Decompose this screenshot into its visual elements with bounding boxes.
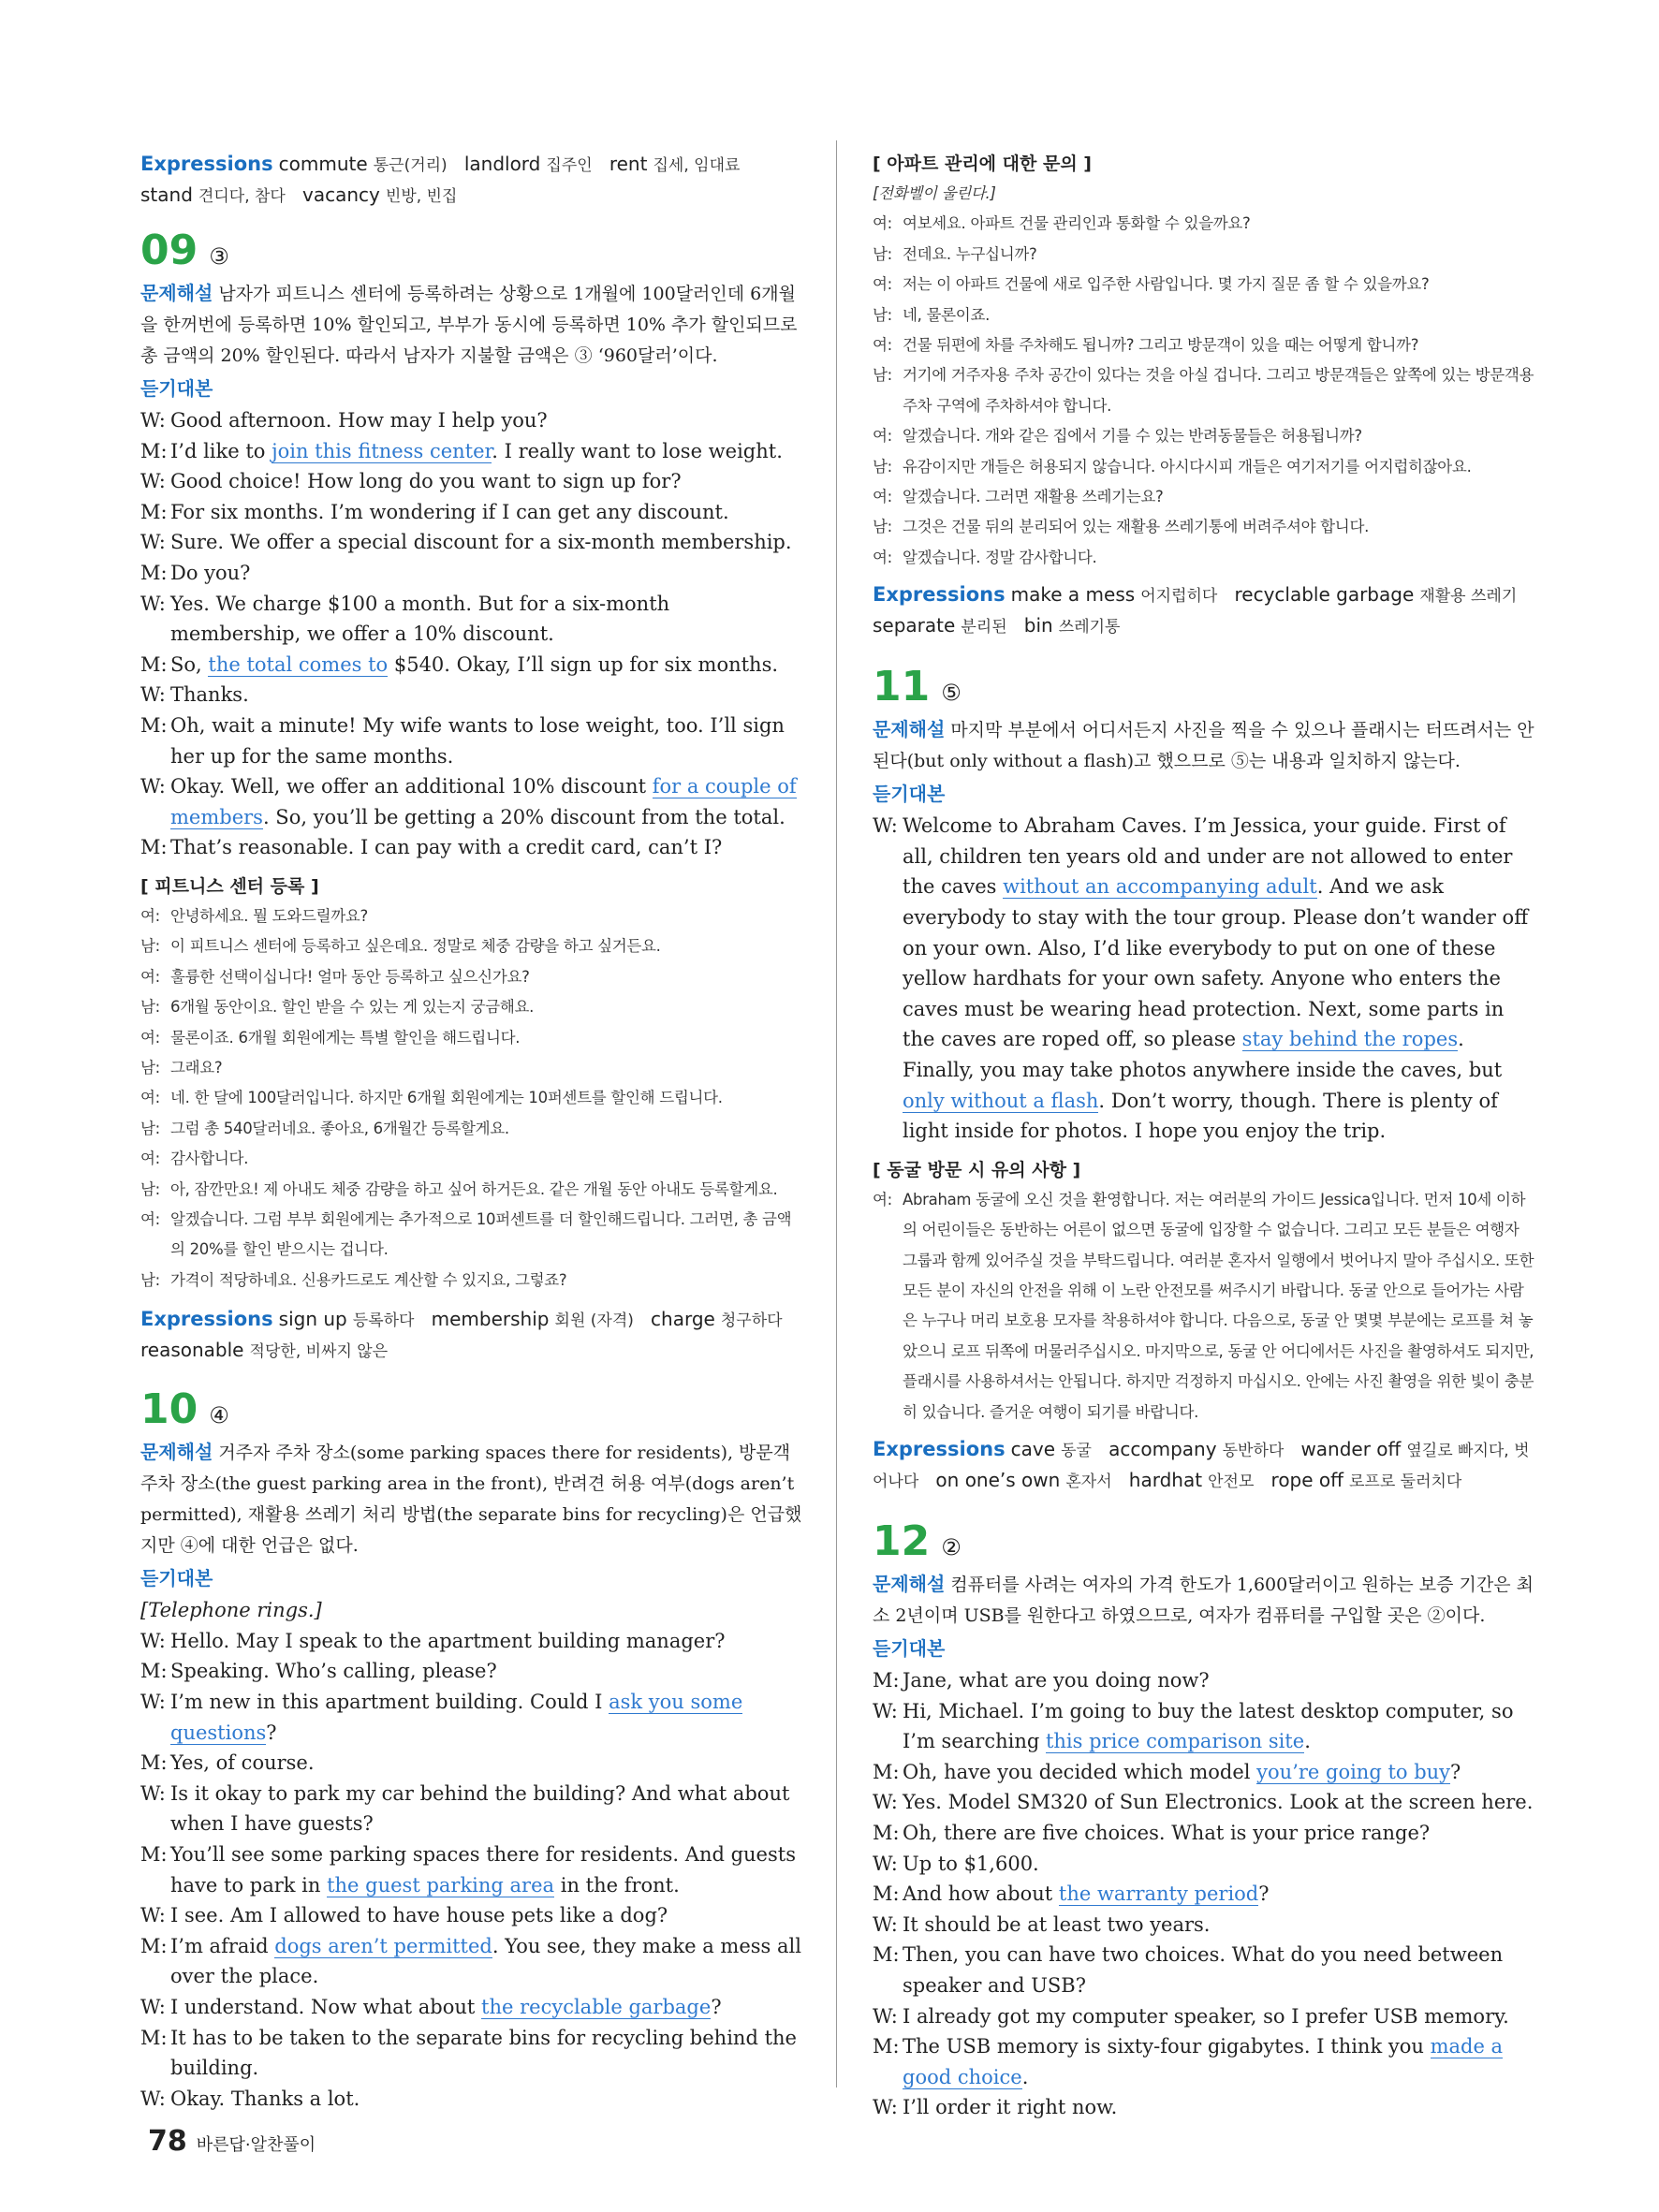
ko-line [873, 512, 1537, 542]
speaker-label: W: [140, 775, 166, 798]
expression-meaning: 회원 (자격) [554, 1311, 634, 1331]
script-line [873, 1696, 1537, 1757]
ko-text: 알겠습니다. 정말 감사합니다. [903, 548, 1097, 566]
line-text: I’m new in this apartment building. Could I [170, 1690, 609, 1713]
speaker-label: M: [140, 836, 168, 859]
speaker-label: M: [873, 1822, 900, 1845]
script-line [140, 1931, 805, 1992]
ko-title-11: [ 동굴 방문 시 유의 사항 ] [873, 1159, 1081, 1180]
question-number: 12 [873, 1517, 931, 1566]
line-text: . Don’t worry, though. There is plenty of light inside for photos. I hope you enjoy the trip. [903, 1089, 1498, 1143]
ko-title-09: [ 피트니스 센터 등록 ] [140, 875, 319, 897]
expression-term: rent [609, 153, 648, 175]
ko-text: 네. 한 달에 100달러입니다. 하지만 6개월 회원에게는 10퍼센트를 할인해 드립니다. [170, 1089, 723, 1107]
speaker-label: 여: [140, 1089, 160, 1107]
line-text: For six months. I’m wondering if I can get any discount. [170, 500, 729, 523]
script-line [873, 2031, 1537, 2092]
line-text: Do you? [170, 561, 251, 584]
line-text: . You see, they make a mess all over the place. [170, 1934, 801, 1988]
ko-line [873, 240, 1537, 270]
expressions-label: Expressions [873, 583, 1006, 607]
script-line [140, 466, 805, 497]
key-phrase: without an accompanying adult [1003, 875, 1317, 899]
speaker-label: W: [873, 1791, 898, 1814]
question-12-header [873, 1517, 1537, 1565]
ko-text: Abraham 동굴에 오신 것을 환영합니다. 저는 여러분의 가이드 Jessica입니다. 먼저 10세 이하의 어린이들은 동반하는 어른이 없으면 동굴에 입장할 수 없습니다. 그리고 모든 분들은 여행자 그룹과 함께 있어주실 것을 부탁드립니다. 여러분 혼자서 일행에서 벗어나지 말아 주십시오. 또한 모든 분이 자신의 안전을 위해 이 노란 안전모를 써주시기 바랍니다. 동굴 안으로 들어가는 사람은 누구나 머리 보호용 모자를 착용하셔야 합니다. 다음으로, 동굴 안 몇몇 부분에는 로프를 쳐 놓았으니 로프 뒤쪽에 머물러주십시오. 마지막으로, 동굴 안 어디에서든 사진을 촬영하셔도 되지만, 플래시를 사용하셔서는 안됩니다. 하지만 걱정하지 마십시오. 안에는 사진 촬영을 위한 빛이 충분히 있습니다. 즐거운 여행이 되기를 바랍니다. [903, 1190, 1534, 1421]
speaker-label: M: [873, 1943, 900, 1967]
speaker-label: M: [873, 2035, 900, 2058]
line-text: Is it okay to park my car behind the building? And what about when I have guests? [170, 1781, 790, 1836]
expression-meaning: 옆길로 빠지다, 벗어나다 [873, 1442, 1530, 1492]
ko-text: 아, 잠깐만요! 제 아내도 체중 감량을 하고 싶어 하거든요. 같은 개월 동안 아내도 등록할게요. [170, 1179, 778, 1198]
question-10-header [140, 1385, 805, 1433]
line-text: . And we ask everybody to stay with the tour group. Please don’t wander off on your own. Also, I’d like everybody to put on one of these yellow hardhats for your own safety. Anyone who enters the caves must be wearing head protection. Next, some parts in the caves are roped off, so please [903, 875, 1529, 1051]
ko-line [873, 1185, 1537, 1428]
line-text: Hi, Michael. I’m going to buy the latest desktop computer, so I’m searching [903, 1699, 1514, 1753]
line-text: Thanks. [170, 683, 249, 707]
script-line [873, 1910, 1537, 1941]
speaker-label: 여: [873, 548, 892, 566]
script-line [140, 1748, 805, 1779]
ko-text: 건물 뒤편에 차를 주차해도 됩니까? 그리고 방문객이 있을 때는 어떻게 합니까? [903, 336, 1419, 355]
speaker-label: W: [873, 2096, 898, 2119]
script-line [873, 1757, 1537, 1788]
speaker-label: W: [140, 683, 166, 707]
ko-text: 감사합니다. [170, 1150, 249, 1168]
line-text: The USB memory is sixty-four gigabytes. I think you [903, 2035, 1431, 2058]
expression-meaning: 동굴 [1061, 1442, 1092, 1461]
ko-text: 거기에 거주자용 주차 공간이 있다는 것을 아실 겁니다. 그리고 방문객들은 앞쪽에 있는 방문객용 주차 구역에 주차하셔야 합니다. [903, 366, 1534, 415]
answer-mark: ② [941, 1534, 962, 1561]
script-line [140, 680, 805, 710]
expression-meaning: 집세, 임대료 [653, 156, 741, 175]
line-text: I already got my computer speaker, so I prefer USB memory. [903, 2004, 1509, 2028]
script-line [140, 436, 805, 467]
question-11-header [873, 663, 1537, 710]
line-text: I see. Am I allowed to have house pets like a dog? [170, 1904, 668, 1927]
line-text: It should be at least two years. [903, 1912, 1211, 1936]
ko-translation-10 [873, 209, 1537, 573]
speaker-label: M: [140, 713, 168, 737]
script-line [873, 1879, 1537, 1910]
expressions-09 [140, 1305, 805, 1367]
script-line [873, 1787, 1537, 1818]
speaker-label: W: [873, 814, 898, 838]
line-text: Okay. Thanks a lot. [170, 2087, 360, 2110]
speaker-label: 여: [140, 1028, 160, 1047]
stage-direction: [Telephone rings.] [140, 1599, 322, 1622]
expression-term: rope off [1270, 1469, 1343, 1492]
expressions-top [140, 150, 805, 212]
expression-meaning: 안전모 [1208, 1472, 1255, 1492]
expressions-10 [873, 580, 1537, 642]
key-phrase: dogs aren’t permitted [274, 1934, 492, 1957]
expressions-label: Expressions [873, 1438, 1006, 1461]
speaker-label: 여: [873, 1190, 892, 1209]
ko-text: 물론이죠. 6개월 회원에게는 특별 할인을 해드립니다. [170, 1028, 521, 1047]
key-phrase: you’re going to buy [1256, 1760, 1451, 1783]
line-text: Okay. Well, we offer an additional 10% discount [170, 775, 653, 798]
expression-term: on one’s own [935, 1469, 1061, 1492]
expression-term: wander off [1300, 1438, 1402, 1461]
script-line [140, 1656, 805, 1687]
line-text: ? [711, 1995, 722, 2018]
speaker-label: 남: [140, 1119, 160, 1137]
ko-text: 가격이 적당하네요. 신용카드로도 계산할 수 있지요, 그렇죠? [170, 1270, 567, 1289]
expressions-label: Expressions [140, 153, 273, 175]
speaker-label: M: [140, 1751, 168, 1775]
expressions-11 [873, 1435, 1537, 1497]
expression-meaning: 견디다, 참다 [198, 187, 286, 206]
line-text: Yes. We charge $100 a month. But for a six-month membership, we offer a 10% discount. [170, 592, 670, 646]
line-text: I’m afraid [170, 1934, 275, 1957]
explanation-12: 문제해설 컴퓨터를 사려는 여자의 가격 한도가 1,600달러이고 원하는 보증 기간은 최소 2년이며 USB를 원한다고 하였으므로, 여자가 컴퓨터를 구입할 곳은 ②이다. [873, 1573, 1534, 1627]
speaker-label: 남: [873, 244, 892, 263]
key-phrase: ask you some questions [170, 1690, 743, 1744]
script-line [873, 1940, 1537, 2000]
script-line [873, 811, 1537, 1147]
ko-text: 네, 물론이죠. [903, 305, 991, 324]
script-line [873, 1849, 1537, 1880]
key-phrase: made a good choice [903, 2035, 1504, 2088]
expression-meaning: 분리된 [961, 618, 1007, 637]
expression-meaning: 집주인 [546, 156, 593, 175]
speaker-label: W: [140, 531, 166, 554]
script-line [873, 2001, 1537, 2032]
key-phrase: for a couple of members [170, 775, 797, 828]
speaker-label: W: [140, 470, 166, 493]
line-text: Yes, of course. [170, 1751, 315, 1775]
speaker-label: 여: [873, 275, 892, 294]
line-text: Welcome to Abraham Caves. I’m Jessica, your guide. First of all, children ten years old and under are not allowed to enter the caves [903, 814, 1513, 899]
line-text: . [1304, 1730, 1311, 1753]
line-text: Speaking. Who’s calling, please? [170, 1660, 497, 1683]
key-phrase: the warranty period [1058, 1882, 1259, 1906]
ko-text: 유감이지만 개들은 허용되지 않습니다. 아시다시피 개들은 여기저기를 어지럽히잖아요. [903, 457, 1472, 476]
expression-term: charge [651, 1308, 715, 1331]
script-line [140, 1839, 805, 1900]
script-line [140, 1779, 805, 1839]
expression-meaning: 로프로 둘러치다 [1348, 1472, 1462, 1492]
script-line [140, 650, 805, 681]
line-text: Up to $1,600. [903, 1852, 1039, 1875]
line-text: And how about [903, 1882, 1059, 1906]
script-line [873, 2092, 1537, 2123]
speaker-label: M: [140, 1934, 168, 1957]
left-column [140, 150, 805, 2114]
page-footer [148, 2125, 316, 2158]
line-text: Oh, there are five choices. What is your price range? [903, 1822, 1431, 1845]
script-line [873, 1665, 1537, 1696]
script-line [140, 1992, 805, 2023]
expression-term: make a mess [1010, 583, 1136, 607]
ko-line [140, 962, 805, 992]
ko-line [873, 209, 1537, 239]
script-line [140, 405, 805, 436]
speaker-label: M: [140, 1660, 168, 1683]
expression-meaning: 통근(거리) [373, 156, 448, 175]
ko-text: 훌륭한 선택이십니다! 얼마 동안 등록하고 싶으신가요? [170, 967, 530, 986]
speaker-label: 여: [140, 1209, 160, 1228]
speaker-label: M: [140, 561, 168, 584]
line-text: . So, you’ll be getting a 20% discount from the total. [262, 805, 785, 828]
script-11 [873, 811, 1537, 1147]
speaker-label: W: [873, 1699, 898, 1722]
line-text: Oh, have you decided which model [903, 1760, 1257, 1783]
expression-term: recyclable garbage [1234, 583, 1415, 607]
line-text: ? [1258, 1882, 1270, 1906]
script-10 [140, 1626, 805, 2115]
speaker-label: W: [140, 1690, 166, 1713]
ko-text: 저는 이 아파트 건물에 새로 입주한 사람입니다. 몇 가지 질문 좀 할 수 있을까요? [903, 275, 1430, 294]
speaker-label: M: [873, 1669, 900, 1692]
speaker-label: 여: [873, 214, 892, 233]
line-text: Yes. Model SM320 of Sun Electronics. Look at the screen here. [903, 1791, 1534, 1814]
ko-text: 그래요? [170, 1058, 223, 1077]
script-line [140, 1900, 805, 1931]
speaker-label: 남: [140, 937, 160, 956]
ko-stage-direction: [전화벨이 울린다.] [873, 184, 996, 202]
ko-line [140, 1114, 805, 1144]
ko-text: 이 피트니스 센터에 등록하고 싶은데요. 정말로 체중 감량을 하고 싶거든요. [170, 937, 661, 956]
answer-mark: ③ [209, 243, 229, 270]
script-label-12: 듣기대본 [873, 1637, 946, 1661]
question-number: 09 [140, 227, 198, 274]
speaker-label: 남: [873, 366, 892, 385]
line-text: . Finally, you may take photos anywhere inside the caves, but [903, 1028, 1503, 1082]
ko-translation-09 [140, 901, 805, 1296]
question-09-header [140, 227, 805, 274]
expression-meaning: 등록하다 [352, 1311, 415, 1331]
speaker-label: W: [140, 1629, 166, 1652]
script-line [140, 771, 805, 832]
speaker-label: 여: [873, 488, 892, 506]
ko-line [140, 1175, 805, 1205]
key-phrase: this price comparison site [1045, 1730, 1305, 1753]
speaker-label: 남: [873, 305, 892, 324]
speaker-label: 여: [140, 906, 160, 925]
ko-line [140, 992, 805, 1022]
speaker-label: 남: [140, 1270, 160, 1289]
speaker-label: M: [140, 652, 168, 676]
expression-term: accompany [1108, 1438, 1217, 1461]
ko-line [140, 1144, 805, 1174]
line-text: Oh, wait a minute! My wife wants to lose weight, too. I’ll sign her up for the same months. [170, 713, 785, 768]
script-line [873, 1818, 1537, 1849]
ko-line [140, 1053, 805, 1083]
expression-term: commute [278, 153, 368, 175]
ko-text: 알겠습니다. 그럼 부부 회원에게는 추가적으로 10퍼센트를 더 할인해드립니다. 그러면, 총 금액의 20%를 할인 받으시는 겁니다. [170, 1209, 792, 1259]
ko-line [873, 543, 1537, 573]
line-text: Good choice! How long do you want to sign up for? [170, 470, 682, 493]
key-phrase: join this fitness center [272, 439, 492, 462]
speaker-label: W: [873, 1852, 898, 1875]
speaker-label: W: [140, 409, 166, 432]
ko-line [873, 452, 1537, 482]
speaker-label: 남: [873, 457, 892, 476]
line-text: I understand. Now what about [170, 1995, 482, 2018]
ko-line [873, 482, 1537, 512]
script-line [140, 2023, 805, 2084]
script-label-10: 듣기대본 [140, 1567, 213, 1590]
ko-text: 전데요. 누구십니까? [903, 244, 1037, 263]
script-line [140, 832, 805, 863]
line-text: $540. Okay, I’ll sign up for six months. [388, 652, 779, 676]
speaker-label: M: [140, 439, 168, 462]
expression-term: cave [1010, 1438, 1056, 1461]
speaker-label: M: [140, 1842, 168, 1866]
expression-meaning: 동반하다 [1222, 1442, 1285, 1461]
script-line [140, 1687, 805, 1748]
ko-text: 그럼 총 540달러네요. 좋아요, 6개월간 등록할게요. [170, 1119, 509, 1137]
ko-line [140, 901, 805, 931]
column-divider [836, 140, 837, 2087]
question-number: 10 [140, 1385, 198, 1434]
key-phrase: the guest parking area [327, 1873, 555, 1897]
speaker-label: 여: [140, 967, 160, 986]
line-text: So, [170, 652, 209, 676]
speaker-label: W: [140, 1995, 166, 2018]
ko-text: 6개월 동안이요. 할인 받을 수 있는 게 있는지 궁금해요. [170, 998, 535, 1017]
speaker-label: 여: [873, 336, 892, 355]
key-phrase: stay behind the ropes [1241, 1028, 1459, 1051]
script-line [140, 558, 805, 589]
expression-term: landlord [463, 153, 541, 175]
speaker-label: W: [140, 1781, 166, 1805]
script-line [140, 527, 805, 558]
answer-mark: ⑤ [941, 680, 962, 707]
line-text: You’ll see some parking spaces there for residents. And guests have to park in [170, 1842, 796, 1897]
line-text: in the front. [554, 1873, 680, 1897]
ko-line [873, 300, 1537, 330]
speaker-label: W: [140, 592, 166, 615]
line-text: Hello. May I speak to the apartment building manager? [170, 1629, 726, 1652]
explanation-11: 문제해설 마지막 부분에서 어디서든지 사진을 찍을 수 있으나 플래시는 터뜨려서는 안 된다(but only without a flash)고 했으므로 ⑤는 내용과 일치하지 않는다. [873, 718, 1534, 772]
line-text: Good afternoon. How may I help you? [170, 409, 548, 432]
ko-line [140, 1023, 805, 1053]
expression-meaning: 어지럽히다 [1140, 587, 1218, 607]
ko-line [140, 931, 805, 961]
speaker-label: 남: [140, 998, 160, 1017]
expression-meaning: 청구하다 [720, 1311, 783, 1331]
ko-line [140, 1083, 805, 1113]
explanation-10: 문제해설 거주자 주차 장소(some parking spaces there for residents), 방문객 주차 장소(the guest parking area in the front), 반려견 허용 여부(dogs aren’t permitted), 재활용 쓰레기 처리 방법(the separate bins for recycling)은 언급했지만 ④에 대한 언급은 없다. [140, 1441, 802, 1557]
script-line [140, 589, 805, 650]
speaker-label: W: [140, 2087, 166, 2110]
key-phrase: only without a flash [903, 1089, 1099, 1112]
question-number: 11 [873, 663, 931, 711]
speaker-label: M: [140, 500, 168, 523]
key-phrase: the total comes to [208, 652, 389, 676]
line-text: . [1021, 2065, 1029, 2088]
ko-line [873, 421, 1537, 451]
expression-term: membership [431, 1308, 550, 1331]
speaker-label: 남: [140, 1179, 160, 1198]
expression-term: reasonable [140, 1339, 244, 1362]
ko-line [873, 360, 1537, 421]
line-text: ? [266, 1721, 277, 1744]
expression-term: bin [1023, 614, 1053, 637]
speaker-label: W: [873, 2004, 898, 2028]
script-12 [873, 1665, 1537, 2123]
right-column [873, 150, 1537, 2123]
ko-text: 알겠습니다. 개와 같은 집에서 기를 수 있는 반려동물들은 허용됩니까? [903, 427, 1362, 446]
line-text: That’s reasonable. I can pay with a credit card, can’t I? [170, 836, 723, 859]
expression-meaning: 빈방, 빈집 [385, 187, 458, 206]
speaker-label: M: [873, 1882, 900, 1906]
script-line [140, 710, 805, 771]
answer-mark: ④ [209, 1402, 229, 1429]
line-text: I’d like to [170, 439, 272, 462]
expression-meaning: 적당한, 비싸지 않은 [249, 1342, 389, 1362]
ko-text: 여보세요. 아파트 건물 관리인과 통화할 수 있을까요? [903, 214, 1251, 233]
speaker-label: 여: [873, 427, 892, 446]
expression-term: hardhat [1128, 1469, 1203, 1492]
speaker-label: 남: [873, 518, 892, 536]
expression-term: separate [873, 614, 956, 637]
book-title: 바른답·알찬풀이 [196, 2135, 316, 2155]
expression-meaning: 쓰레기통 [1058, 618, 1121, 637]
expression-term: vacancy [302, 183, 380, 206]
expression-meaning: 재활용 쓰레기 [1419, 587, 1518, 607]
ko-line [873, 270, 1537, 300]
ko-text: 안녕하세요. 뭘 도와드릴까요? [170, 906, 368, 925]
speaker-label: W: [873, 1912, 898, 1936]
ko-translation-11 [873, 1185, 1537, 1428]
speaker-label: M: [140, 2026, 168, 2049]
expression-meaning: 혼자서 [1065, 1472, 1112, 1492]
script-line [140, 1626, 805, 1657]
line-text: Sure. We offer a special discount for a six-month membership. [170, 531, 792, 554]
line-text: ? [1450, 1760, 1461, 1783]
key-phrase: the recyclable garbage [481, 1995, 712, 2018]
explanation-09: 문제해설 남자가 피트니스 센터에 등록하려는 상황으로 1개월에 100달러인데 6개월을 한꺼번에 등록하면 10% 할인되고, 부부가 동시에 등록하면 10% 추가 할인되므로 총 금액의 20% 할인된다. 따라서 남자가 지불할 금액은 ③ ‘960달러’이다. [140, 282, 798, 366]
expressions-label: Expressions [140, 1308, 273, 1331]
ko-text: 그것은 건물 뒤의 분리되어 있는 재활용 쓰레기통에 버려주셔야 합니다. [903, 518, 1370, 536]
line-text: I’ll order it right now. [903, 2096, 1118, 2119]
line-text: It has to be taken to the separate bins for recycling behind the building. [170, 2026, 797, 2080]
ko-title-10: [ 아파트 관리에 대한 문의 ] [873, 154, 1092, 174]
line-text: . I really want to lose weight. [492, 439, 783, 462]
line-text: Jane, what are you doing now? [903, 1669, 1210, 1692]
ko-text: 알겠습니다. 그러면 재활용 쓰레기는요? [903, 488, 1164, 506]
speaker-label: 여: [140, 1150, 160, 1168]
script-label-09: 듣기대본 [140, 377, 213, 400]
ko-line [140, 1266, 805, 1296]
ko-line [140, 1205, 805, 1266]
script-line [140, 2084, 805, 2115]
ko-line [873, 330, 1537, 360]
speaker-label: 남: [140, 1058, 160, 1077]
line-text: Then, you can have two choices. What do you need between speaker and USB? [903, 1943, 1504, 1997]
speaker-label: M: [873, 1760, 900, 1783]
script-09 [140, 405, 805, 863]
expression-term: sign up [278, 1308, 347, 1331]
expression-term: stand [140, 183, 193, 206]
page-number: 78 [148, 2125, 187, 2158]
script-label-11: 듣기대본 [873, 783, 946, 806]
script-line [140, 497, 805, 528]
speaker-label: W: [140, 1904, 166, 1927]
